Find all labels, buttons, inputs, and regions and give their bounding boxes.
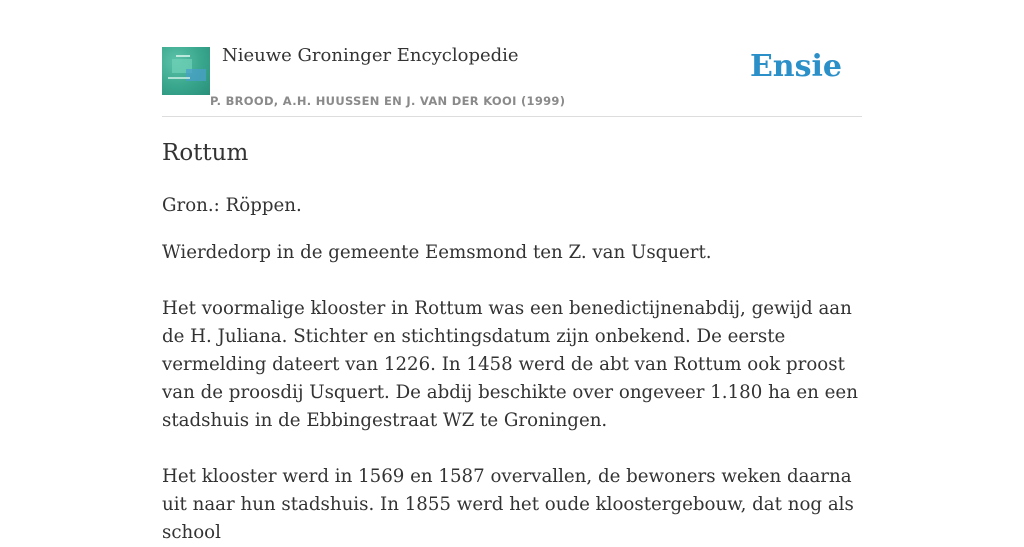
article-paragraph: Het voormalige klooster in Rottum was een benedictijnenabdij, gewijd aan de H. Juliana. Stichter en stichtingsdatum zijn onbekend. De eerste vermelding dateert van 1226. In 1458 werd de abt van Rottum ook proost van de proosdij Usquert. De abdij beschikte over ongeveer 1.180 ha en een stadshuis in de Ebbingestraat WZ te Groningen. <box>162 298 858 431</box>
article-title: Rottum <box>162 140 249 166</box>
book-authors: P. BROOD, A.H. HUUSSEN EN J. VAN DER KOOI (1999) <box>210 94 566 108</box>
article-paragraph: Wierdedorp in de gemeente Eemsmond ten Z. van Usquert. <box>162 242 712 263</box>
ensie-logo-link[interactable]: Ensie <box>749 49 842 84</box>
book-header <box>162 0 862 117</box>
page-container <box>162 0 862 543</box>
article-paragraph: Gron.: Röppen. <box>162 195 302 216</box>
book-title-link[interactable]: Nieuwe Groninger Encyclopedie <box>222 45 519 66</box>
book-cover-thumbnail[interactable] <box>162 47 210 95</box>
article-paragraph: Het klooster werd in 1569 en 1587 overvallen, de bewoners weken daarna uit naar hun stadshuis. In 1855 werd het oude kloostergebouw, dat nog als school <box>162 466 854 543</box>
